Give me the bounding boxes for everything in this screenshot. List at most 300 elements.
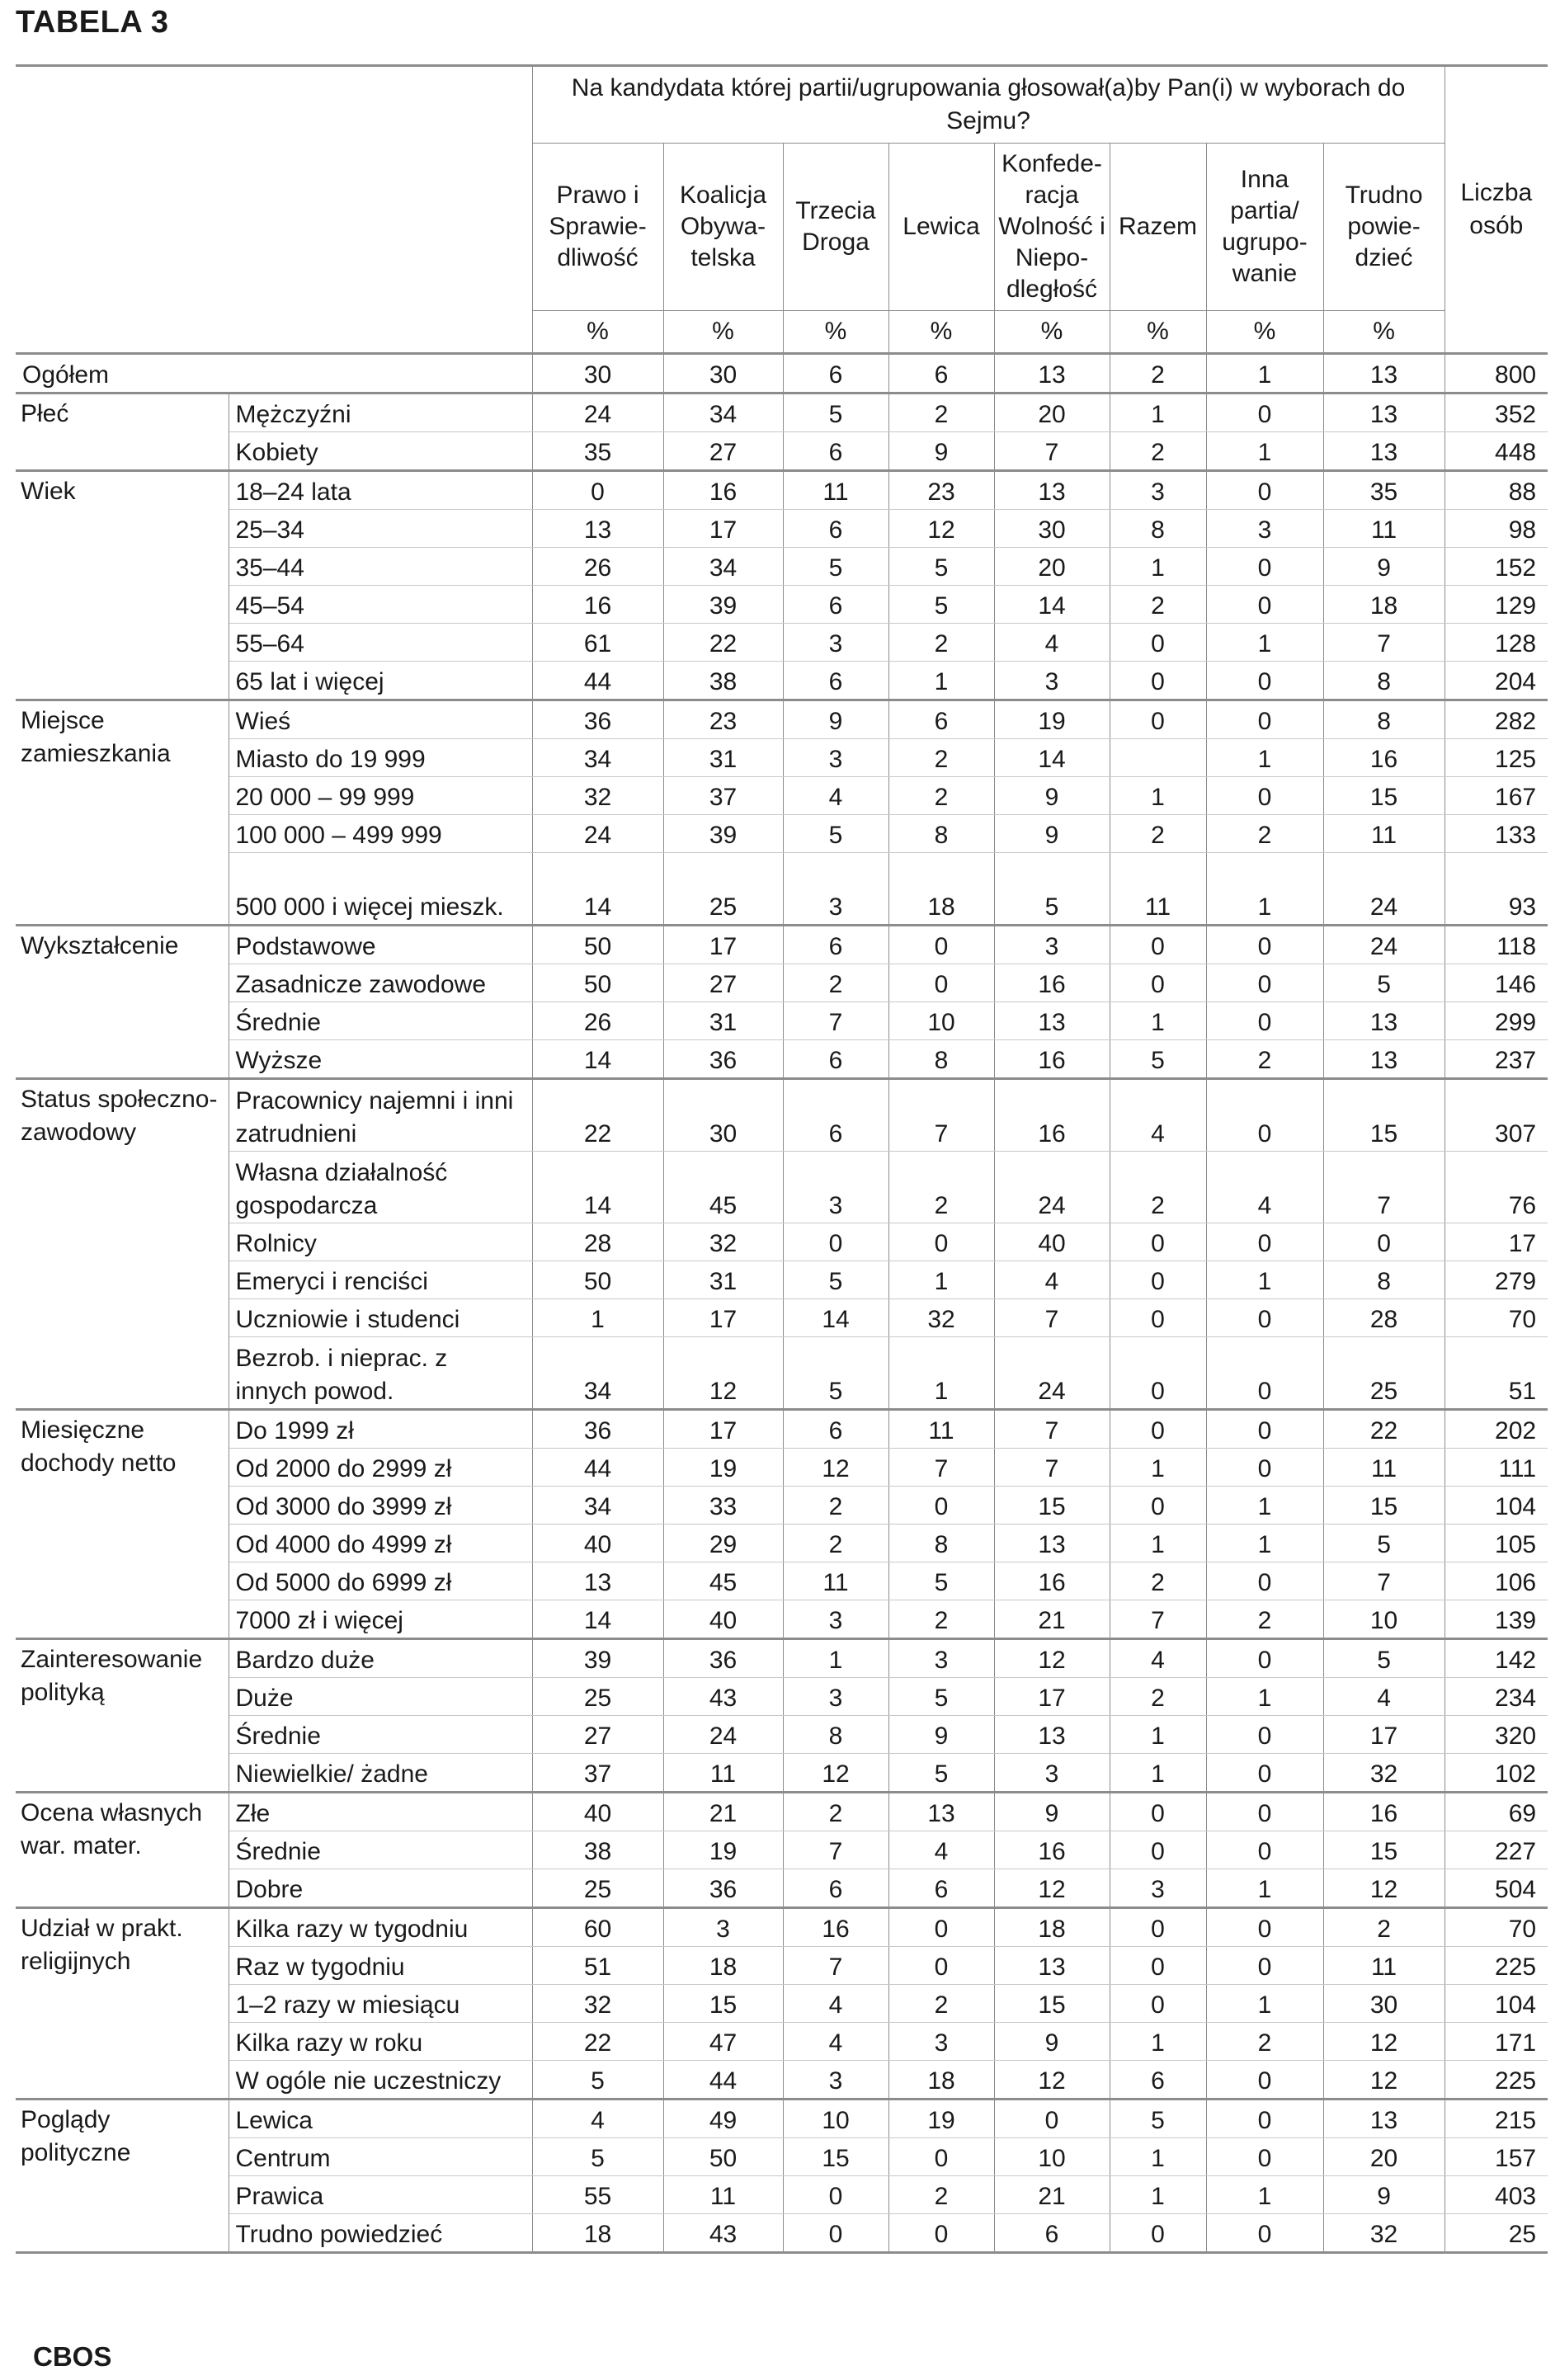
table-row	[16, 1947, 1548, 1985]
table-row	[16, 739, 1548, 777]
table-row	[16, 471, 1548, 510]
percent-cell: 6	[888, 354, 994, 394]
group-label: Status społeczno-zawodowy	[16, 1079, 229, 1410]
percent-cell: 13	[1323, 2100, 1445, 2138]
percent-cell: 16	[783, 1908, 888, 1947]
percent-cell: 0	[1206, 1002, 1323, 1040]
percent-cell: 28	[532, 1223, 663, 1261]
row-label: 35–44	[229, 548, 532, 586]
percent-cell: 15	[783, 2138, 888, 2176]
table-row	[16, 964, 1548, 1002]
row-label: 1–2 razy w miesiącu	[229, 1985, 532, 2023]
table-row	[16, 394, 1548, 432]
count-cell: 104	[1445, 1985, 1548, 2023]
percent-cell: 11	[1110, 853, 1206, 926]
percent-cell: 25	[532, 1869, 663, 1908]
table-row	[16, 1040, 1548, 1079]
percent-cell: 51	[532, 1947, 663, 1985]
percent-cell: 5	[888, 548, 994, 586]
percent-cell: 6	[783, 1410, 888, 1449]
percent-cell: 0	[1110, 1908, 1206, 1947]
percent-cell: 18	[532, 2214, 663, 2253]
percent-cell: 8	[888, 1040, 994, 1079]
count-cell: 307	[1445, 1079, 1548, 1152]
percent-cell: 22	[663, 624, 783, 662]
group-label: Poglądy polityczne	[16, 2100, 229, 2253]
percent-cell: 0	[1110, 1947, 1206, 1985]
percent-cell: 0	[1206, 1223, 1323, 1261]
percent-cell: 15	[994, 1985, 1110, 2023]
percent-cell: 2	[888, 624, 994, 662]
percent-cell: 0	[1206, 548, 1323, 586]
percent-cell: 2	[888, 739, 994, 777]
percent-cell: 14	[994, 586, 1110, 624]
count-cell: 352	[1445, 394, 1548, 432]
percent-cell: 5	[888, 586, 994, 624]
percent-cell: 6	[888, 1869, 994, 1908]
count-cell: 106	[1445, 1562, 1548, 1600]
percent-cell: 8	[1323, 1261, 1445, 1299]
percent-cell: 20	[1323, 2138, 1445, 2176]
percent-cell: 44	[663, 2061, 783, 2100]
table-row	[16, 1152, 1548, 1223]
table-header	[16, 66, 1548, 354]
percent-cell: 11	[783, 471, 888, 510]
percent-cell: 0	[1206, 1079, 1323, 1152]
percent-cell: 3	[783, 1678, 888, 1716]
percent-cell: 6	[783, 1079, 888, 1152]
percent-cell: 44	[532, 1449, 663, 1487]
percent-cell: 0	[1206, 1639, 1323, 1678]
percent-cell: 2	[1206, 1600, 1323, 1639]
percent-cell: 12	[1323, 1869, 1445, 1908]
row-label: Do 1999 zł	[229, 1410, 532, 1449]
percent-cell: 2	[783, 1487, 888, 1525]
percent-cell: 1	[1206, 1525, 1323, 1562]
percent-cell: 1	[532, 1299, 663, 1337]
percent-cell: 1	[888, 1261, 994, 1299]
percent-cell: 7	[783, 1947, 888, 1985]
row-label: Kilka razy w roku	[229, 2023, 532, 2061]
percent-cell: 0	[1206, 2100, 1323, 2138]
count-cell: 133	[1445, 815, 1548, 853]
table-row	[16, 510, 1548, 548]
percent-cell: 11	[663, 2176, 783, 2214]
percent-cell: 2	[1110, 1562, 1206, 1600]
percent-cell: 9	[994, 1793, 1110, 1831]
percent-cell: 15	[994, 1487, 1110, 1525]
count-cell: 128	[1445, 624, 1548, 662]
percent-unit: %	[994, 311, 1110, 354]
row-label: 7000 zł i więcej	[229, 1600, 532, 1639]
row-label: Od 2000 do 2999 zł	[229, 1449, 532, 1487]
percent-cell: 0	[1110, 1261, 1206, 1299]
percent-cell: 21	[994, 1600, 1110, 1639]
party-column-header: Lewica	[888, 144, 994, 311]
percent-cell: 20	[994, 394, 1110, 432]
table-row	[16, 432, 1548, 471]
percent-cell: 4	[1323, 1678, 1445, 1716]
count-cell: 98	[1445, 510, 1548, 548]
row-label: 65 lat i więcej	[229, 662, 532, 700]
percent-cell: 50	[532, 964, 663, 1002]
row-label: Pracownicy najemni i inni zatrudnieni	[229, 1079, 532, 1152]
percent-cell: 0	[1206, 1754, 1323, 1793]
percent-cell: 1	[1110, 777, 1206, 815]
count-cell: 403	[1445, 2176, 1548, 2214]
percent-cell: 2	[1206, 815, 1323, 853]
percent-cell: 8	[1323, 700, 1445, 739]
percent-cell: 1	[1110, 1002, 1206, 1040]
percent-cell: 49	[663, 2100, 783, 2138]
percent-cell: 16	[532, 586, 663, 624]
percent-unit: %	[1110, 311, 1206, 354]
percent-cell: 2	[1110, 1678, 1206, 1716]
count-cell: 202	[1445, 1410, 1548, 1449]
row-label: Wieś	[229, 700, 532, 739]
percent-cell: 17	[663, 926, 783, 964]
table-row	[16, 1562, 1548, 1600]
percent-cell: 9	[994, 777, 1110, 815]
percent-cell: 18	[1323, 586, 1445, 624]
percent-cell: 3	[783, 2061, 888, 2100]
row-label: Od 3000 do 3999 zł	[229, 1487, 532, 1525]
table-row	[16, 1223, 1548, 1261]
percent-cell: 31	[663, 1002, 783, 1040]
percent-cell: 2	[783, 1793, 888, 1831]
percent-cell: 0	[532, 471, 663, 510]
percent-cell: 2	[1110, 432, 1206, 471]
table-body	[16, 354, 1548, 2253]
percent-cell: 5	[1323, 1525, 1445, 1562]
table-row	[16, 1337, 1548, 1410]
percent-cell: 18	[663, 1947, 783, 1985]
row-label: Kilka razy w tygodniu	[229, 1908, 532, 1947]
percent-cell: 0	[1110, 1831, 1206, 1869]
percent-cell: 31	[663, 1261, 783, 1299]
percent-cell: 35	[532, 432, 663, 471]
percent-cell: 13	[1323, 432, 1445, 471]
percent-cell: 2	[1110, 354, 1206, 394]
percent-cell: 10	[1323, 1600, 1445, 1639]
percent-cell: 40	[663, 1600, 783, 1639]
percent-cell: 7	[994, 1299, 1110, 1337]
percent-cell: 1	[1206, 1985, 1323, 2023]
percent-cell: 30	[663, 354, 783, 394]
total-label: Ogółem	[16, 354, 532, 394]
percent-cell: 0	[1206, 926, 1323, 964]
percent-cell: 7	[888, 1449, 994, 1487]
percent-cell: 0	[888, 2214, 994, 2253]
party-column-header: Razem	[1110, 144, 1206, 311]
percent-cell: 5	[1323, 964, 1445, 1002]
percent-cell: 1	[1110, 1525, 1206, 1562]
count-cell: 102	[1445, 1754, 1548, 1793]
group-label: Miejsce zamieszkania	[16, 700, 229, 926]
table-row	[16, 815, 1548, 853]
percent-cell: 6	[783, 586, 888, 624]
percent-cell: 0	[1206, 2061, 1323, 2100]
percent-cell: 24	[532, 815, 663, 853]
count-cell: 125	[1445, 739, 1548, 777]
percent-cell: 38	[663, 662, 783, 700]
row-label: Bezrob. i nieprac. z innych powod.	[229, 1337, 532, 1410]
percent-cell: 3	[994, 1754, 1110, 1793]
percent-cell: 6	[783, 662, 888, 700]
percent-cell: 0	[1110, 1410, 1206, 1449]
percent-cell: 4	[1110, 1639, 1206, 1678]
percent-cell: 4	[994, 624, 1110, 662]
percent-cell: 4	[1110, 1079, 1206, 1152]
count-cell: 76	[1445, 1152, 1548, 1223]
percent-cell: 6	[994, 2214, 1110, 2253]
percent-cell: 0	[1323, 1223, 1445, 1261]
count-cell: 88	[1445, 471, 1548, 510]
percent-cell: 2	[888, 2176, 994, 2214]
percent-cell: 27	[532, 1716, 663, 1754]
count-cell: 152	[1445, 548, 1548, 586]
count-cell: 157	[1445, 2138, 1548, 2176]
percent-cell: 1	[1110, 1449, 1206, 1487]
percent-cell: 61	[532, 624, 663, 662]
percent-cell: 6	[783, 1869, 888, 1908]
percent-cell: 0	[1206, 1947, 1323, 1985]
table-row	[16, 1869, 1548, 1908]
percent-cell: 13	[994, 1716, 1110, 1754]
count-cell: 105	[1445, 1525, 1548, 1562]
percent-cell: 8	[1110, 510, 1206, 548]
percent-cell: 30	[663, 1079, 783, 1152]
percent-cell: 17	[1323, 1716, 1445, 1754]
percent-unit: %	[663, 311, 783, 354]
percent-cell: 5	[888, 1562, 994, 1600]
percent-cell: 32	[1323, 2214, 1445, 2253]
percent-cell: 5	[1110, 2100, 1206, 2138]
percent-cell: 0	[783, 2176, 888, 2214]
percent-cell: 13	[994, 1947, 1110, 1985]
percent-cell: 6	[783, 926, 888, 964]
percent-cell: 1	[888, 662, 994, 700]
percent-cell: 33	[663, 1487, 783, 1525]
percent-cell: 11	[1323, 1947, 1445, 1985]
count-header: Liczba osób	[1445, 66, 1548, 354]
percent-cell: 1	[1206, 1869, 1323, 1908]
percent-cell: 31	[663, 739, 783, 777]
percent-cell: 17	[663, 510, 783, 548]
table-row	[16, 586, 1548, 624]
table-row	[16, 1831, 1548, 1869]
percent-cell: 13	[1323, 1040, 1445, 1079]
percent-cell: 7	[888, 1079, 994, 1152]
count-cell: 104	[1445, 1487, 1548, 1525]
table-row	[16, 2023, 1548, 2061]
question-header: Na kandydata której partii/ugrupowania głosował(a)by Pan(i) w wyborach do Sejmu?	[532, 66, 1445, 144]
percent-cell: 0	[1206, 1449, 1323, 1487]
percent-cell: 15	[1323, 1487, 1445, 1525]
percent-cell: 8	[1323, 662, 1445, 700]
percent-cell: 2	[888, 1985, 994, 2023]
group-label: Miesięczne dochody netto	[16, 1410, 229, 1639]
percent-cell: 13	[532, 510, 663, 548]
percent-cell: 18	[994, 1908, 1110, 1947]
percent-cell: 0	[1206, 662, 1323, 700]
count-cell: 129	[1445, 586, 1548, 624]
count-cell: 299	[1445, 1002, 1548, 1040]
row-label: Średnie	[229, 1002, 532, 1040]
count-cell: 800	[1445, 354, 1548, 394]
percent-cell: 24	[994, 1152, 1110, 1223]
percent-cell: 13	[994, 1002, 1110, 1040]
percent-cell: 21	[994, 2176, 1110, 2214]
percent-cell: 8	[888, 815, 994, 853]
count-cell: 504	[1445, 1869, 1548, 1908]
percent-cell: 30	[532, 354, 663, 394]
percent-cell: 12	[888, 510, 994, 548]
percent-cell: 6	[783, 1040, 888, 1079]
percent-cell: 20	[994, 548, 1110, 586]
row-label: Centrum	[229, 2138, 532, 2176]
percent-cell: 7	[1323, 1152, 1445, 1223]
table-row	[16, 1487, 1548, 1525]
row-label: Od 5000 do 6999 zł	[229, 1562, 532, 1600]
percent-unit: %	[532, 311, 663, 354]
percent-cell: 25	[532, 1678, 663, 1716]
table-row	[16, 1754, 1548, 1793]
percent-cell: 37	[532, 1754, 663, 1793]
percent-cell: 9	[994, 815, 1110, 853]
percent-cell: 2	[1206, 2023, 1323, 2061]
percent-cell: 17	[994, 1678, 1110, 1716]
percent-cell: 36	[532, 700, 663, 739]
percent-cell: 1	[1110, 1754, 1206, 1793]
percent-cell: 40	[994, 1223, 1110, 1261]
percent-cell: 12	[783, 1449, 888, 1487]
percent-cell: 22	[1323, 1410, 1445, 1449]
percent-cell: 5	[888, 1678, 994, 1716]
percent-cell: 36	[663, 1639, 783, 1678]
percent-cell: 1	[1110, 548, 1206, 586]
percent-cell: 1	[1206, 354, 1323, 394]
percent-cell: 37	[663, 777, 783, 815]
count-cell: 139	[1445, 1600, 1548, 1639]
percent-cell: 8	[783, 1716, 888, 1754]
row-label: Miasto do 19 999	[229, 739, 532, 777]
count-cell: 215	[1445, 2100, 1548, 2138]
percent-cell: 50	[532, 926, 663, 964]
row-label: Emeryci i renciści	[229, 1261, 532, 1299]
party-column-header: Konfede-racja Wolność i Niepo-dległość	[994, 144, 1110, 311]
row-label: Lewica	[229, 2100, 532, 2138]
percent-cell: 13	[1323, 1002, 1445, 1040]
count-cell: 70	[1445, 1299, 1548, 1337]
percent-cell: 2	[783, 964, 888, 1002]
percent-cell: 36	[532, 1410, 663, 1449]
percent-cell: 23	[888, 471, 994, 510]
percent-cell: 4	[783, 2023, 888, 2061]
table-row	[16, 1639, 1548, 1678]
percent-unit: %	[1323, 311, 1445, 354]
percent-cell: 60	[532, 1908, 663, 1947]
count-cell: 282	[1445, 700, 1548, 739]
row-label: Mężczyźni	[229, 394, 532, 432]
table-row	[16, 1410, 1548, 1449]
percent-cell: 24	[1323, 853, 1445, 926]
percent-cell: 25	[1323, 1337, 1445, 1410]
percent-cell: 14	[532, 853, 663, 926]
percent-cell: 0	[1206, 964, 1323, 1002]
percent-cell: 1	[1110, 2176, 1206, 2214]
percent-cell: 0	[888, 964, 994, 1002]
count-cell: 225	[1445, 1947, 1548, 1985]
row-label: Prawica	[229, 2176, 532, 2214]
percent-cell: 0	[1110, 662, 1206, 700]
count-cell: 142	[1445, 1639, 1548, 1678]
percent-cell: 0	[1206, 586, 1323, 624]
percent-cell: 43	[663, 2214, 783, 2253]
percent-cell: 7	[1323, 624, 1445, 662]
percent-cell: 0	[783, 2214, 888, 2253]
percent-cell: 0	[1206, 1831, 1323, 1869]
percent-cell: 6	[783, 354, 888, 394]
count-cell: 227	[1445, 1831, 1548, 1869]
percent-cell: 0	[1206, 2214, 1323, 2253]
count-cell: 93	[1445, 853, 1548, 926]
table-row	[16, 2100, 1548, 2138]
percent-cell: 16	[994, 1831, 1110, 1869]
percent-cell: 9	[888, 1716, 994, 1754]
count-cell: 204	[1445, 662, 1548, 700]
percent-cell: 1	[1206, 2176, 1323, 2214]
percent-cell: 13	[994, 354, 1110, 394]
percent-cell: 14	[532, 1152, 663, 1223]
percent-cell: 4	[783, 1985, 888, 2023]
percent-cell: 8	[888, 1525, 994, 1562]
percent-cell: 12	[994, 2061, 1110, 2100]
table-row	[16, 1908, 1548, 1947]
percent-cell: 0	[994, 2100, 1110, 2138]
percent-cell: 35	[1323, 471, 1445, 510]
percent-cell: 0	[1206, 471, 1323, 510]
percent-cell: 14	[783, 1299, 888, 1337]
percent-cell: 19	[888, 2100, 994, 2138]
percent-cell: 0	[888, 1908, 994, 1947]
percent-cell: 9	[994, 2023, 1110, 2061]
percent-cell: 2	[888, 394, 994, 432]
percent-cell: 0	[1110, 1337, 1206, 1410]
percent-cell: 36	[663, 1040, 783, 1079]
percent-cell: 16	[663, 471, 783, 510]
percent-cell: 1	[1110, 1716, 1206, 1754]
percent-cell: 32	[532, 1985, 663, 2023]
percent-cell: 25	[663, 853, 783, 926]
percent-cell: 0	[1110, 1487, 1206, 1525]
percent-cell: 2	[888, 777, 994, 815]
percent-cell: 3	[663, 1908, 783, 1947]
percent-cell: 40	[532, 1525, 663, 1562]
group-label: Ocena własnych war. mater.	[16, 1793, 229, 1908]
row-label: 18–24 lata	[229, 471, 532, 510]
percent-cell: 12	[994, 1639, 1110, 1678]
count-cell: 167	[1445, 777, 1548, 815]
count-cell: 234	[1445, 1678, 1548, 1716]
percent-cell: 0	[1110, 624, 1206, 662]
percent-cell: 27	[663, 964, 783, 1002]
percent-cell: 7	[1323, 1562, 1445, 1600]
percent-cell: 32	[532, 777, 663, 815]
percent-cell: 24	[663, 1716, 783, 1754]
percent-cell: 7	[783, 1831, 888, 1869]
table-row	[16, 700, 1548, 739]
